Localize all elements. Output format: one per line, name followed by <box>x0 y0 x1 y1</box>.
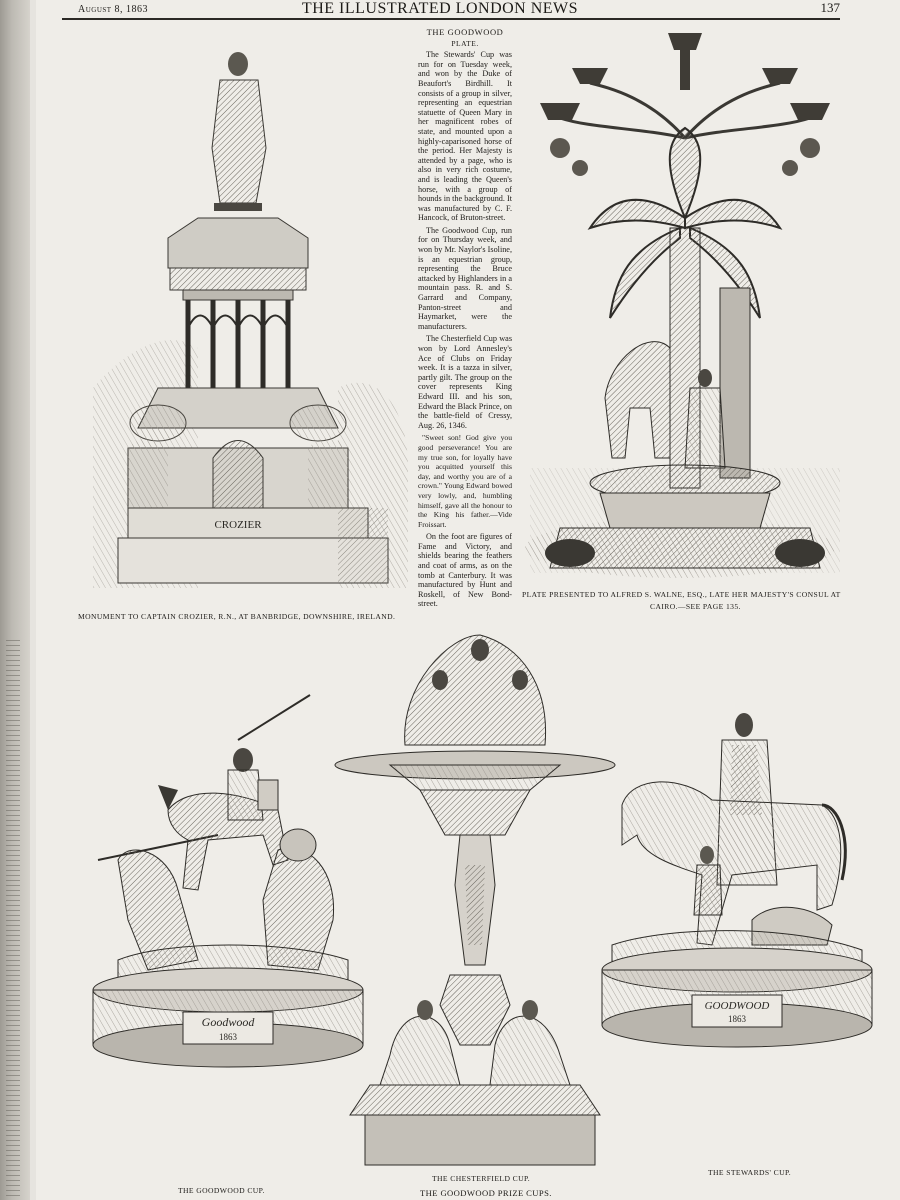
closing-paragraph: On the foot are figures of Fame and Victory, and shields bearing the feathers and coat of arms, as on the tomb at Canterbury. It was manufactured by Hunt and Roskell, of New Bond-street. <box>418 532 512 609</box>
stewards-cup-paragraph: The Stewards' Cup was run for on Tuesday week, and won by the Duke of Beaufort's Birdhill. It consists of a group in silver, representing an equestrian statuette of Queen Mary in her magnificent robes of state, and mounted upon a highly-caparisoned horse of the period. Her Majesty is attended by a page, who is also in very rich costume, and is leading the Queen's horse, with a group of hounds in the background. It was manufactured by C. F. Hancock, of Bruton-street. <box>418 50 512 223</box>
candelabrum-engraving <box>520 28 850 583</box>
page-header <box>40 0 840 18</box>
stewards-cup-engraving <box>592 705 882 1090</box>
chesterfield-cup-engraving <box>330 625 620 1175</box>
masthead-title: THE ILLUSTRATED LONDON NEWS <box>301 0 579 17</box>
article-column <box>418 28 512 612</box>
page-number: 137 <box>820 0 840 15</box>
goodwood-prize-cups-caption: THE GOODWOOD PRIZE CUPS. <box>420 1188 552 1198</box>
goodwood-cup-caption: THE GOODWOOD CUP. <box>178 1186 265 1195</box>
goodwood-cup-plaque-name: Goodwood <box>201 1015 255 1029</box>
candelabrum-caption-line-1: PLATE PRESENTED TO ALFRED S. WALNE, ESQ., LATE HER MAJESTY'S CONSUL AT <box>522 590 841 599</box>
froissart-quote: "Sweet son! God give you good perseverance! You are my true son, for loyally have you acquitted yourself this day, and worthy you are of a crown." Young Edward bowed very lowly, and, humbling himself, gave all the honour to the King his father.—Vide Froissart. <box>418 433 512 529</box>
article-heading: THE GOODWOOD <box>426 27 504 37</box>
goodwood-cup-paragraph: The Goodwood Cup, run for on Thursday week, and won by Mr. Naylor's Isoline, is an equestrian group, representing the Bruce attacked by Highlanders in a mountain pass. R. and S. Garrard and Company, Panton-street and Haymarket, were the manufacturers. <box>418 225 512 331</box>
chesterfield-cup-paragraph: The Chesterfield Cup was won by Lord Annesley's Ace of Clubs on Friday week. It is a tazza in silver, partly gilt. The group on the cover represents King Edward III. and his son, Edward the Black Prince, on the battle-field of Cressy, Aug. 26, 1346. <box>418 334 512 430</box>
monument-engraving <box>88 28 413 608</box>
stewards-cup-plaque-name: GOODWOOD <box>704 1000 770 1012</box>
header-rule <box>62 18 840 20</box>
monument-caption: MONUMENT TO CAPTAIN CROZIER, R.N., AT BANBRIDGE, DOWNSHIRE, IRELAND. <box>78 612 396 621</box>
goodwood-cup-plaque-year: 1863 <box>219 1032 237 1042</box>
candelabrum-caption-line-2: CAIRO.—SEE PAGE 135. <box>650 602 741 611</box>
issue-date: August 8, 1863 <box>78 4 149 15</box>
facing-page-text-edge <box>6 640 20 1200</box>
book-binding-gutter <box>0 0 30 1200</box>
article-subheading: PLATE. <box>451 38 479 48</box>
stewards-cup-plaque-year: 1863 <box>728 1014 746 1024</box>
monument-inscription: CROZIER <box>214 519 262 531</box>
stewards-cup-caption: THE STEWARDS' CUP. <box>708 1168 792 1177</box>
chesterfield-cup-caption: THE CHESTERFIELD CUP. <box>432 1174 531 1183</box>
